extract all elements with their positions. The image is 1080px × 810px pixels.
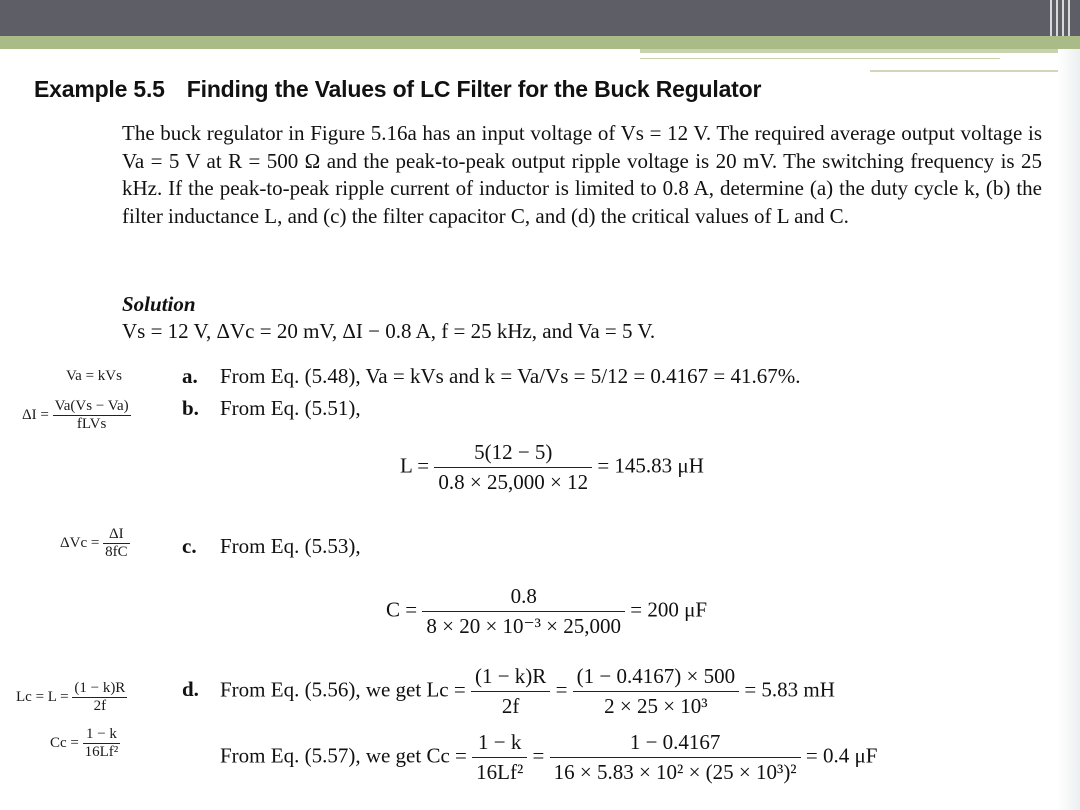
- side-note-va: Va = kVs: [66, 368, 122, 384]
- fraction-numerator: 1 − 0.4167: [550, 730, 801, 758]
- slide-accent-bar: [0, 36, 1080, 49]
- equation-critical-inductance: [182, 664, 835, 719]
- equation-lhs: C =: [386, 597, 418, 622]
- step-label: b.: [182, 396, 199, 420]
- fraction-denominator: 8fC: [105, 544, 128, 560]
- equation-result: = 0.4 μF: [805, 743, 878, 768]
- equation-fraction: [471, 664, 550, 719]
- side-note-delta-i: [22, 398, 131, 433]
- fraction-denominator: 2f: [93, 698, 107, 714]
- slide-accent-bar-secondary: [640, 49, 1080, 53]
- example-number: Example 5.5: [34, 76, 165, 102]
- example-title-text: Finding the Values of LC Filter for the Buck Regulator: [186, 76, 762, 102]
- fraction-denominator: 8 × 20 × 10⁻³ × 25,000: [426, 614, 622, 638]
- fraction-numerator: ΔI: [103, 526, 130, 544]
- fraction-denominator: 16Lf²: [476, 760, 524, 784]
- fraction-numerator: Va(Vs − Va): [54, 398, 129, 414]
- decorative-lines: [1050, 0, 1074, 36]
- step-text: From Eq. (5.57), we get Cc =: [220, 743, 467, 768]
- decorative-rule: [640, 58, 1000, 59]
- equation-result: = 145.83 μH: [597, 453, 704, 478]
- equation-lhs: L =: [400, 453, 430, 478]
- equation-critical-capacitance: [220, 730, 877, 785]
- step-text: From Eq. (5.48), Va = kVs and k = Va/Vs = 5/12 = 0.4167 = 41.67%.: [220, 364, 801, 388]
- step-label: d.: [182, 677, 199, 702]
- side-note-lhs: Cc =: [50, 734, 79, 751]
- equation-fraction: [573, 664, 739, 719]
- step-c: [182, 534, 361, 559]
- equation-fraction: [422, 584, 625, 639]
- side-note-lhs: ΔVc =: [60, 534, 100, 551]
- equation-fraction: [472, 730, 527, 785]
- fraction-denominator: 16 × 5.83 × 10² × (25 × 10³)²: [553, 760, 797, 784]
- fraction-numerator: (1 − 0.4167) × 500: [573, 664, 739, 692]
- equals-sign: =: [555, 677, 568, 702]
- slide-edge-shadow: [1058, 49, 1080, 810]
- equation-fraction: [434, 440, 592, 495]
- equation-result: = 200 μF: [630, 597, 708, 622]
- fraction-numerator: 1 − k: [472, 730, 527, 758]
- fraction-numerator: (1 − k)R: [74, 680, 126, 696]
- equation-inductance: [400, 440, 704, 495]
- fraction-denominator: 2 × 25 × 10³: [604, 694, 708, 718]
- side-note-delta-vc: [60, 526, 130, 561]
- side-note-fraction: [83, 726, 121, 761]
- step-text: From Eq. (5.53),: [220, 534, 361, 558]
- equals-sign: =: [532, 743, 545, 768]
- side-note-fraction: [72, 680, 127, 715]
- step-label: a.: [182, 364, 198, 388]
- side-note-lc: [16, 680, 127, 715]
- given-values: Vs = 12 V, ΔVc = 20 mV, ΔI − 0.8 A, f = 25 kHz, and Va = 5 V.: [122, 319, 656, 343]
- equation-fraction: [550, 730, 801, 785]
- fraction-numerator: 0.8: [422, 584, 625, 612]
- step-label: c.: [182, 534, 197, 558]
- side-note-fraction: [53, 398, 131, 433]
- example-title: [34, 76, 761, 103]
- fraction-denominator: fLVs: [76, 416, 107, 432]
- side-note-fraction: [103, 526, 130, 561]
- side-note-lhs: ΔI =: [22, 406, 49, 423]
- step-b: [182, 396, 361, 421]
- equation-capacitance: [386, 584, 707, 639]
- decorative-rule: [870, 70, 1080, 72]
- step-text: From Eq. (5.51),: [220, 396, 361, 420]
- solution-heading: Solution: [122, 292, 196, 316]
- fraction-numerator: (1 − k)R: [471, 664, 550, 692]
- side-note-lhs: Lc = L =: [16, 688, 69, 705]
- fraction-denominator: 2f: [501, 694, 520, 718]
- fraction-denominator: 16Lf²: [84, 744, 119, 760]
- fraction-numerator: 5(12 − 5): [434, 440, 592, 468]
- step-a: [182, 364, 801, 389]
- fraction-denominator: 0.8 × 25,000 × 12: [438, 470, 589, 494]
- slide-top-bar: [0, 0, 1080, 36]
- fraction-numerator: 1 − k: [83, 726, 121, 744]
- equation-result: = 5.83 mH: [744, 677, 835, 702]
- step-text: From Eq. (5.56), we get Lc =: [220, 677, 466, 702]
- problem-statement: The buck regulator in Figure 5.16a has an input voltage of Vs = 12 V. The required average output voltage is Va = 5 V at R = 500 Ω and the peak-to-peak output ripple voltage is 20 mV. The switching frequency is 25 kHz. If the peak-to-peak ripple current of inductor is limited to 0.8 A, determine (a) the duty cycle k, (b) the filter inductance L, and (c) the filter capacitor C, and (d) the critical values of L and C.: [122, 121, 1042, 228]
- side-note-cc: [50, 726, 120, 761]
